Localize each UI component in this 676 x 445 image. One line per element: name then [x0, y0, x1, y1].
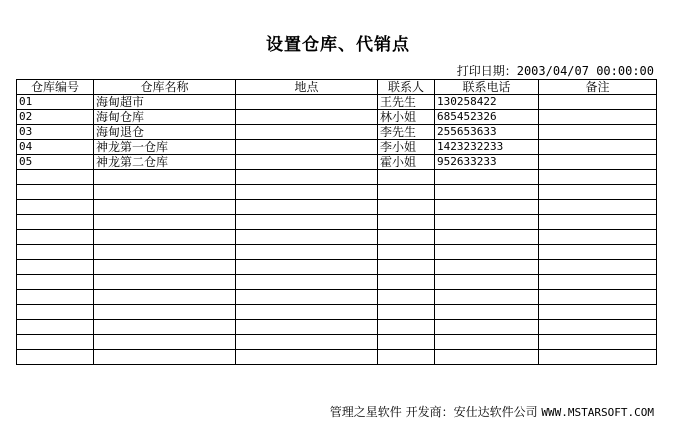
cell-warehouse-code — [17, 185, 94, 200]
cell-warehouse-name — [94, 350, 236, 365]
cell-warehouse-name — [94, 305, 236, 320]
header-contact: 联系人 — [378, 80, 435, 95]
cell-remarks — [539, 335, 657, 350]
cell-remarks — [539, 230, 657, 245]
cell-location — [236, 260, 378, 275]
cell-remarks — [539, 215, 657, 230]
cell-phone: 255653633 — [435, 125, 539, 140]
cell-phone — [435, 335, 539, 350]
cell-warehouse-name — [94, 230, 236, 245]
table-row-blank — [17, 215, 657, 230]
cell-contact — [378, 305, 435, 320]
table-row-blank — [17, 260, 657, 275]
cell-contact: 林小姐 — [378, 110, 435, 125]
cell-warehouse-code — [17, 290, 94, 305]
cell-warehouse-code — [17, 275, 94, 290]
cell-location — [236, 230, 378, 245]
cell-contact: 李小姐 — [378, 140, 435, 155]
cell-contact — [378, 170, 435, 185]
cell-remarks — [539, 350, 657, 365]
header-remarks: 备注 — [539, 80, 657, 95]
footer-website: WWW.MSTARSOFT.COM — [541, 406, 654, 419]
header-phone: 联系电话 — [435, 80, 539, 95]
table-row — [17, 155, 657, 170]
cell-warehouse-code — [17, 260, 94, 275]
cell-phone: 952633233 — [435, 155, 539, 170]
cell-location — [236, 185, 378, 200]
cell-warehouse-name: 海甸退仓 — [94, 125, 236, 140]
cell-location — [236, 350, 378, 365]
cell-warehouse-code — [17, 230, 94, 245]
cell-contact — [378, 335, 435, 350]
cell-remarks — [539, 125, 657, 140]
table-row — [17, 140, 657, 155]
cell-warehouse-code — [17, 170, 94, 185]
table-row — [17, 110, 657, 125]
header-warehouse-code: 仓库编号 — [17, 80, 94, 95]
cell-phone — [435, 170, 539, 185]
cell-contact — [378, 290, 435, 305]
cell-remarks — [539, 260, 657, 275]
cell-location — [236, 170, 378, 185]
cell-warehouse-code — [17, 245, 94, 260]
cell-phone — [435, 245, 539, 260]
cell-warehouse-code: 03 — [17, 125, 94, 140]
cell-warehouse-code — [17, 200, 94, 215]
cell-warehouse-code: 04 — [17, 140, 94, 155]
cell-location — [236, 245, 378, 260]
cell-location — [236, 200, 378, 215]
table-row-blank — [17, 335, 657, 350]
cell-phone — [435, 290, 539, 305]
table-row-blank — [17, 245, 657, 260]
cell-warehouse-name — [94, 275, 236, 290]
cell-phone — [435, 350, 539, 365]
cell-contact — [378, 185, 435, 200]
cell-phone — [435, 200, 539, 215]
cell-contact — [378, 200, 435, 215]
cell-warehouse-name — [94, 215, 236, 230]
cell-location — [236, 125, 378, 140]
cell-warehouse-name: 海甸超市 — [94, 95, 236, 110]
cell-warehouse-code: 02 — [17, 110, 94, 125]
cell-warehouse-name — [94, 185, 236, 200]
cell-contact: 李先生 — [378, 125, 435, 140]
cell-phone — [435, 215, 539, 230]
cell-warehouse-code: 05 — [17, 155, 94, 170]
print-date-value: 2003/04/07 00:00:00 — [516, 64, 654, 78]
table-row-blank — [17, 290, 657, 305]
cell-warehouse-name — [94, 320, 236, 335]
cell-contact — [378, 245, 435, 260]
table-row-blank — [17, 170, 657, 185]
cell-contact — [378, 350, 435, 365]
cell-phone: 1423232233 — [435, 140, 539, 155]
header-warehouse-name: 仓库名称 — [94, 80, 236, 95]
cell-warehouse-name — [94, 200, 236, 215]
cell-contact — [378, 230, 435, 245]
cell-warehouse-code: 01 — [17, 95, 94, 110]
table-row — [17, 125, 657, 140]
cell-remarks — [539, 95, 657, 110]
cell-warehouse-code — [17, 305, 94, 320]
cell-warehouse-name: 海甸仓库 — [94, 110, 236, 125]
cell-location — [236, 155, 378, 170]
cell-location — [236, 320, 378, 335]
cell-warehouse-name: 神龙第二仓库 — [94, 155, 236, 170]
cell-warehouse-code — [17, 215, 94, 230]
warehouse-table — [16, 79, 657, 365]
cell-location — [236, 335, 378, 350]
table-row-blank — [17, 320, 657, 335]
cell-location — [236, 95, 378, 110]
footer — [330, 403, 654, 420]
cell-warehouse-name — [94, 170, 236, 185]
cell-phone — [435, 230, 539, 245]
cell-warehouse-code — [17, 320, 94, 335]
cell-contact — [378, 260, 435, 275]
cell-warehouse-name — [94, 335, 236, 350]
print-date — [457, 62, 654, 79]
report-title: 设置仓库、代销点 — [266, 35, 410, 55]
footer-software: 管理之星软件 — [329, 405, 402, 419]
cell-remarks — [539, 155, 657, 170]
cell-remarks — [539, 305, 657, 320]
cell-contact: 王先生 — [378, 95, 435, 110]
cell-warehouse-name — [94, 290, 236, 305]
table-row-blank — [17, 275, 657, 290]
cell-phone: 130258422 — [435, 95, 539, 110]
table-row — [17, 95, 657, 110]
cell-phone — [435, 185, 539, 200]
cell-remarks — [539, 290, 657, 305]
cell-remarks — [539, 245, 657, 260]
cell-phone — [435, 320, 539, 335]
cell-warehouse-name — [94, 245, 236, 260]
cell-location — [236, 140, 378, 155]
cell-phone — [435, 275, 539, 290]
cell-remarks — [539, 320, 657, 335]
cell-phone: 685452326 — [435, 110, 539, 125]
table-row-blank — [17, 305, 657, 320]
cell-remarks — [539, 185, 657, 200]
cell-remarks — [539, 170, 657, 185]
cell-contact — [378, 320, 435, 335]
cell-location — [236, 275, 378, 290]
cell-location — [236, 110, 378, 125]
table-header-row — [17, 80, 657, 95]
cell-remarks — [539, 200, 657, 215]
table-row-blank — [17, 350, 657, 365]
cell-contact: 霍小姐 — [378, 155, 435, 170]
cell-remarks — [539, 110, 657, 125]
cell-contact — [378, 275, 435, 290]
cell-warehouse-code — [17, 350, 94, 365]
footer-developer: 开发商：安仕达软件公司 — [405, 405, 538, 419]
cell-remarks — [539, 140, 657, 155]
table-row-blank — [17, 185, 657, 200]
cell-contact — [378, 215, 435, 230]
cell-phone — [435, 305, 539, 320]
cell-warehouse-code — [17, 335, 94, 350]
header-location: 地点 — [236, 80, 378, 95]
table-row-blank — [17, 230, 657, 245]
cell-warehouse-name: 神龙第一仓库 — [94, 140, 236, 155]
cell-location — [236, 290, 378, 305]
cell-remarks — [539, 275, 657, 290]
print-date-label: 打印日期： — [456, 64, 517, 78]
cell-location — [236, 305, 378, 320]
table-row-blank — [17, 200, 657, 215]
cell-warehouse-name — [94, 260, 236, 275]
cell-phone — [435, 260, 539, 275]
cell-location — [236, 215, 378, 230]
